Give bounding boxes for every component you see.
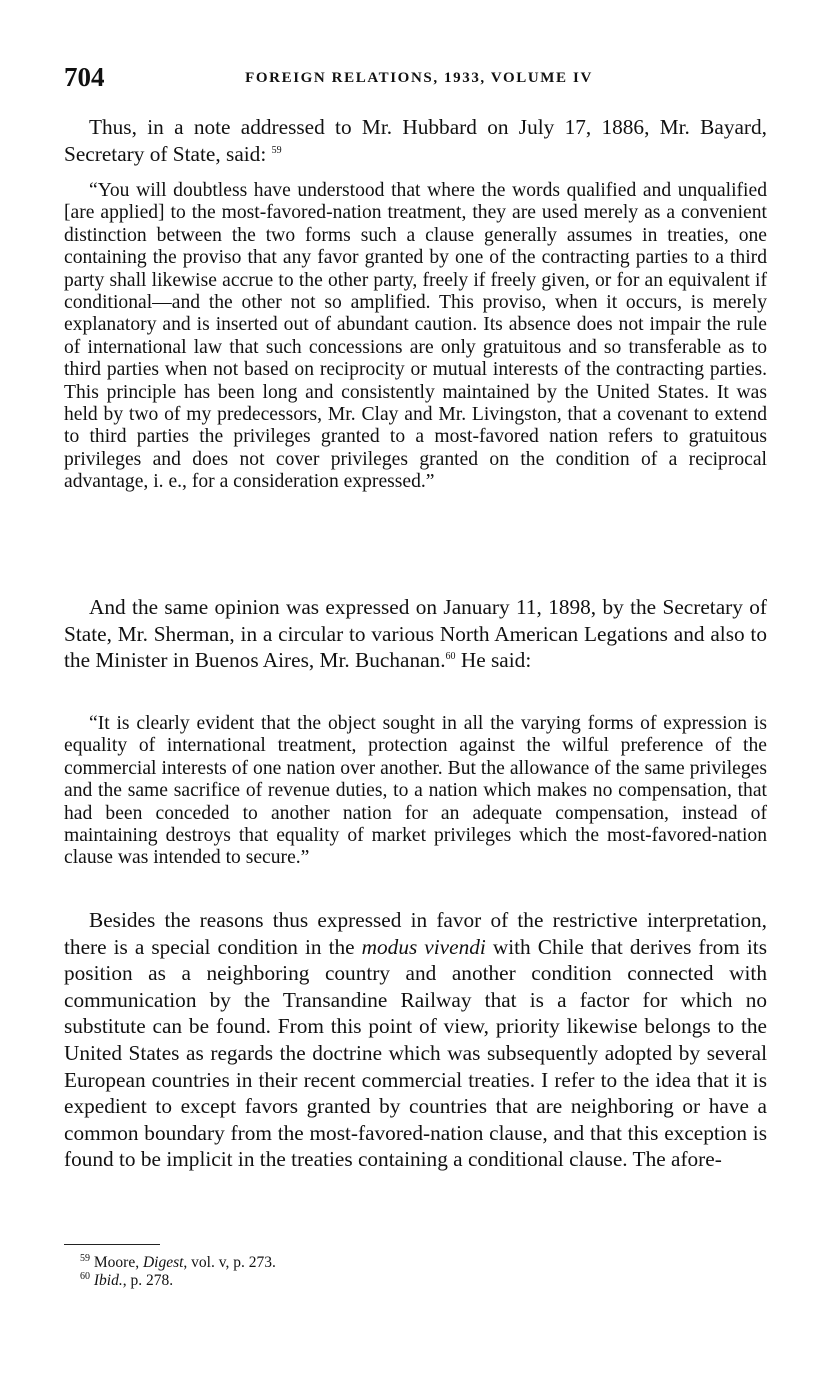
footnote-text: , vol. v, p. 273. (183, 1254, 276, 1271)
footnote-text: , p. 278. (122, 1272, 174, 1289)
footnote-ref-59: 59 (271, 144, 282, 156)
paragraph-text: He said: (455, 648, 532, 673)
page-header (64, 62, 774, 96)
footnote-title: Digest (142, 1254, 184, 1271)
paragraph-restrictive (64, 907, 767, 1173)
paragraph-intro (64, 114, 767, 167)
footnote-mark: 59 (80, 1252, 90, 1264)
quotation-bayard: “You will doubtless have understood that where the words qualified and unqualified [are applied] to the most-favored-nation treatment, they are used merely as a convenient distinction between the two forms such a clause generally assumes in treaties, one containing the proviso that any favor granted by one of the contracting parties to a third party shall likewise accrue to the other party, freely if freely given, or for an equivalent if conditional—and the other not so amplified. This proviso, when it occurs, is merely explanatory and is inserted out of abundant caution. Its absence does not impair the rule of international law that such concessions are only gratuitous and so transferable as to third parties when not based on reciprocity or mutual interests of the contracting parties. This principle has been long and consistently maintained by the United States. It was held by two of my predecessors, Mr. Clay and Mr. Livingston, that a covenant to extend to third parties the privileges granted to a most-favored nation refers to gratuitous privileges and does not cover privileges granted on the condition of a reciprocal advantage, i. e., for a consideration expressed.” (64, 180, 767, 493)
footnote-text: Moore, (90, 1254, 143, 1271)
paragraph-sherman (64, 594, 767, 674)
footnote-rule (64, 1244, 160, 1245)
paragraph-text: And the same opinion was expressed on January 11, 1898, by the Secretary of State, Mr. Sherman, in a circular to various North American Legations and also to the Minister in Buenos Aires, Mr. Buchanan. (64, 595, 767, 673)
quotation-sherman: “It is clearly evident that the object sought in all the varying forms of expression is equality of international treatment, protection against the wilful preference of the commercial interests of one nation over another. But the allowance of the same privileges and the same sacrifice of revenue duties, to a nation which makes no compensation, that had been conceded to another nation for an adequate compensation, instead of maintaining destroys that equality of market privileges which the most-favored-nation clause was intended to secure.” (64, 713, 767, 869)
italic-term: modus vivendi (361, 934, 486, 959)
footnote-mark: 60 (80, 1270, 90, 1282)
running-head: FOREIGN RELATIONS, 1933, VOLUME IV (245, 70, 593, 86)
footnote-60 (80, 1272, 173, 1290)
footnote-ref-60: 60 (445, 651, 456, 663)
paragraph-text: Besides the reasons thus expressed in favor of the restrictive interpretation, there is a special condition in the (64, 908, 767, 959)
paragraph-text: with Chile that derives from its position as a neighboring country and another condition connected with communication by the Transandine Railway that is a factor for which no substitute can be found. From this point of view, priority likewise belongs to the United States as regards the doctrine which was subsequently adopted by several European countries in their recent commercial treaties. I refer to the idea that it is expedient to except favors granted by countries that are neighboring or have a common boundary from the most-favored-nation clause, and that this exception is found to be implicit in the treaties containing a conditional clause. The afore- (64, 934, 767, 1172)
footnote-title: Ibid. (93, 1272, 123, 1289)
footnote-59 (80, 1254, 276, 1272)
paragraph-text: Thus, in a note addressed to Mr. Hubbard on July 17, 1886, Mr. Bayard, Secretary of State, said: (64, 115, 767, 166)
page-number: 704 (64, 62, 105, 92)
